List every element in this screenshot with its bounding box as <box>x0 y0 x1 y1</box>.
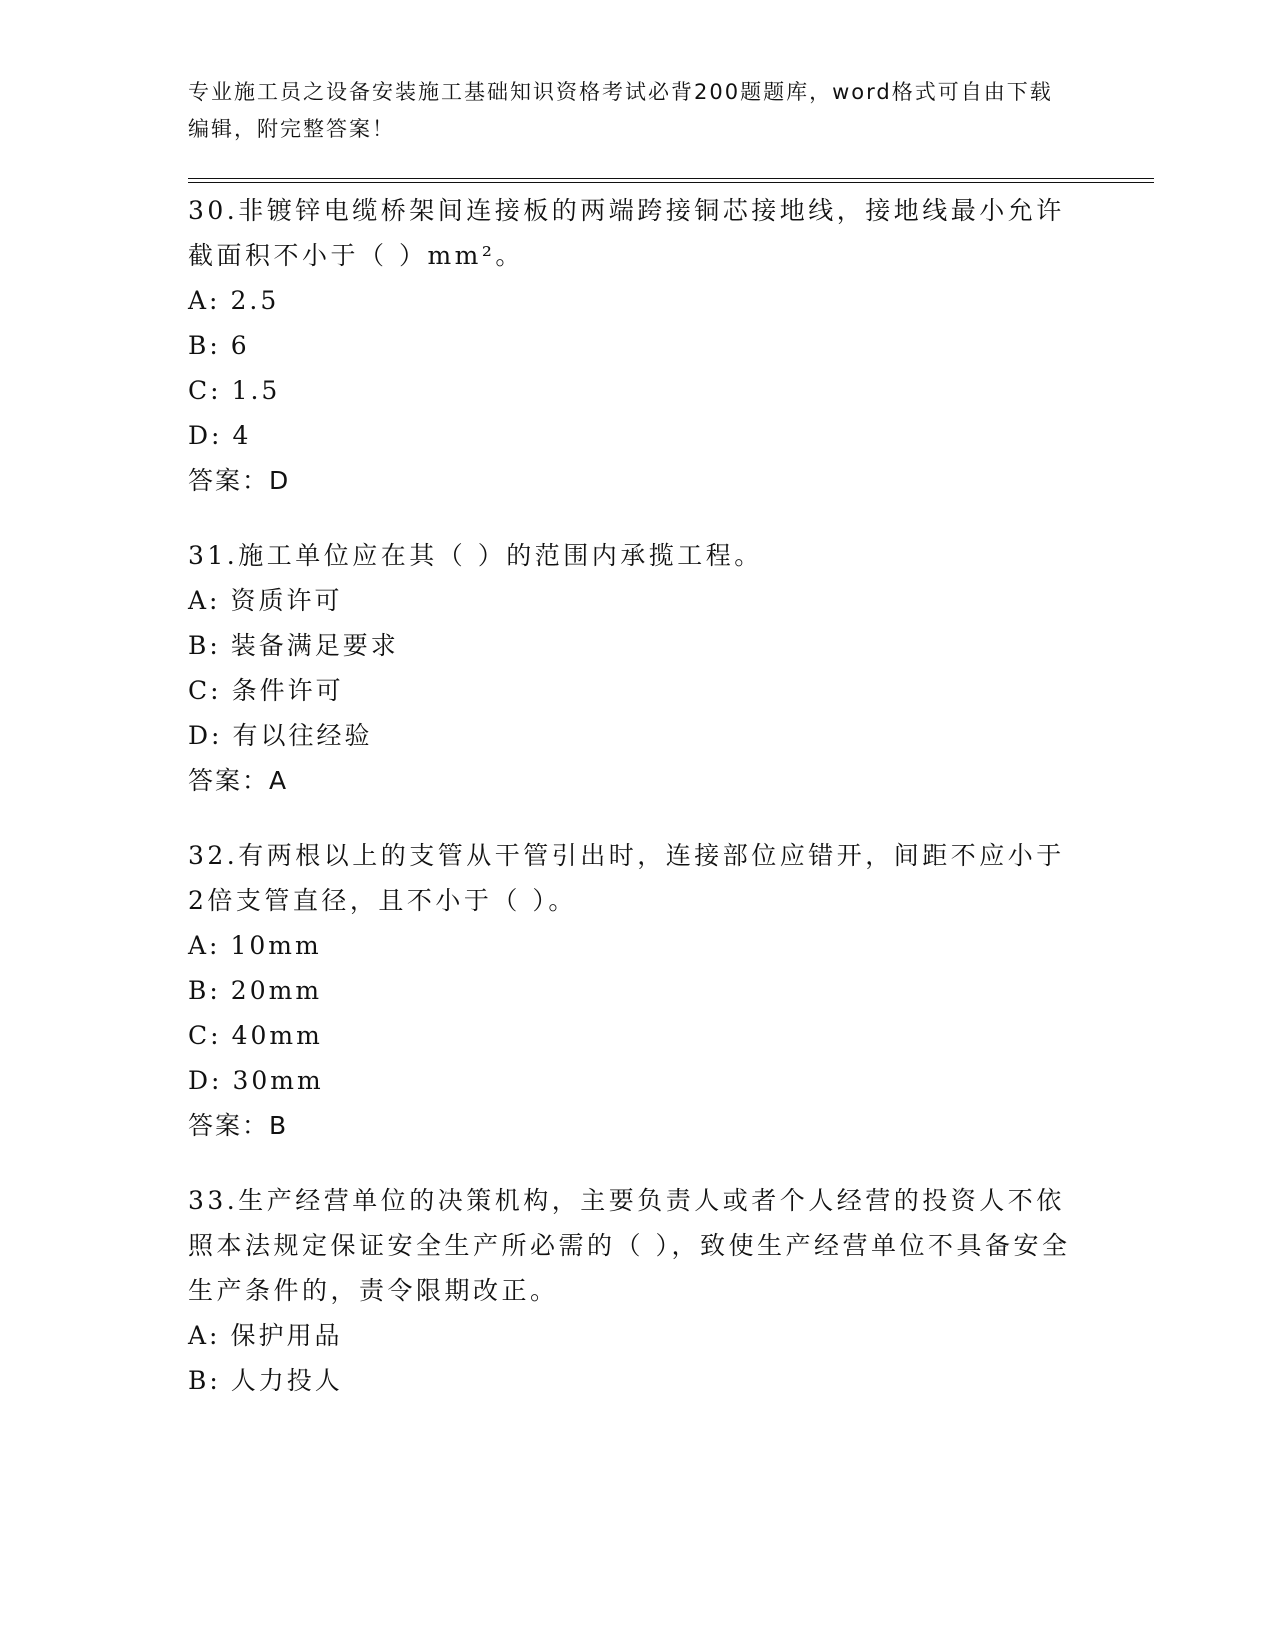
answer-line: 答案：A <box>188 766 289 795</box>
document-header: 专业施工员之设备安装施工基础知识资格考试必背200题题库，word格式可自由下载编辑，附完整答案！ <box>188 80 1053 141</box>
option-label: D: <box>188 421 223 450</box>
option-b <box>188 1358 1078 1403</box>
option-text: 人力投人 <box>230 1366 343 1395</box>
option-a <box>188 923 1078 968</box>
answer-line: 答案：B <box>188 1111 289 1140</box>
option-label: C: <box>188 1021 222 1050</box>
option-text: 40mm <box>231 1021 323 1050</box>
header-divider <box>188 178 1154 183</box>
option-text: 保护用品 <box>230 1321 343 1350</box>
option-d <box>188 1058 1078 1103</box>
option-b <box>188 623 1078 668</box>
option-text: 4 <box>232 421 252 450</box>
option-label: B: <box>188 631 221 660</box>
option-text: 2.5 <box>230 286 280 315</box>
option-text: 1.5 <box>231 376 281 405</box>
question-item <box>188 1178 1078 1403</box>
option-label: C: <box>188 676 222 705</box>
option-label: B: <box>188 331 221 360</box>
option-label: A: <box>188 931 221 960</box>
option-label: D: <box>188 1066 223 1095</box>
option-text: 6 <box>230 331 250 360</box>
option-c <box>188 668 1078 713</box>
option-b <box>188 323 1078 368</box>
option-label: A: <box>188 1321 221 1350</box>
question-list <box>188 188 1078 1433</box>
option-text: 装备满足要求 <box>230 631 399 660</box>
option-a <box>188 578 1078 623</box>
option-text: 20mm <box>230 976 323 1005</box>
question-item <box>188 188 1078 503</box>
question-text: 33.生产经营单位的决策机构，主要负责人或者个人经营的投资人不依照本法规定保证安全生产所必需的（ ），致使生产经营单位不具备安全生产条件的，责令限期改正。 <box>188 1186 1071 1305</box>
option-b <box>188 968 1078 1013</box>
option-label: D: <box>188 721 223 750</box>
option-text: 条件许可 <box>231 676 344 705</box>
question-item <box>188 533 1078 803</box>
question-text: 31.施工单位应在其（ ）的范围内承揽工程。 <box>188 541 763 570</box>
option-c <box>188 1013 1078 1058</box>
option-c <box>188 368 1078 413</box>
question-item <box>188 833 1078 1148</box>
option-a <box>188 278 1078 323</box>
option-text: 10mm <box>230 931 322 960</box>
option-text: 有以往经验 <box>232 721 373 750</box>
option-text: 资质许可 <box>230 586 343 615</box>
option-label: C: <box>188 376 222 405</box>
option-a <box>188 1313 1078 1358</box>
question-text: 32.有两根以上的支管从干管引出时，连接部位应错开，间距不应小于2倍支管直径，且不小于（ ）。 <box>188 841 1065 915</box>
option-d <box>188 713 1078 758</box>
option-label: A: <box>188 286 221 315</box>
question-text: 30.非镀锌电缆桥架间连接板的两端跨接铜芯接地线，接地线最小允许截面积不小于（ ）mm²。 <box>188 196 1065 270</box>
answer-line: 答案：D <box>188 466 291 495</box>
option-label: A: <box>188 586 221 615</box>
option-text: 30mm <box>232 1066 324 1095</box>
option-d <box>188 413 1078 458</box>
option-label: B: <box>188 976 221 1005</box>
option-label: B: <box>188 1366 221 1395</box>
